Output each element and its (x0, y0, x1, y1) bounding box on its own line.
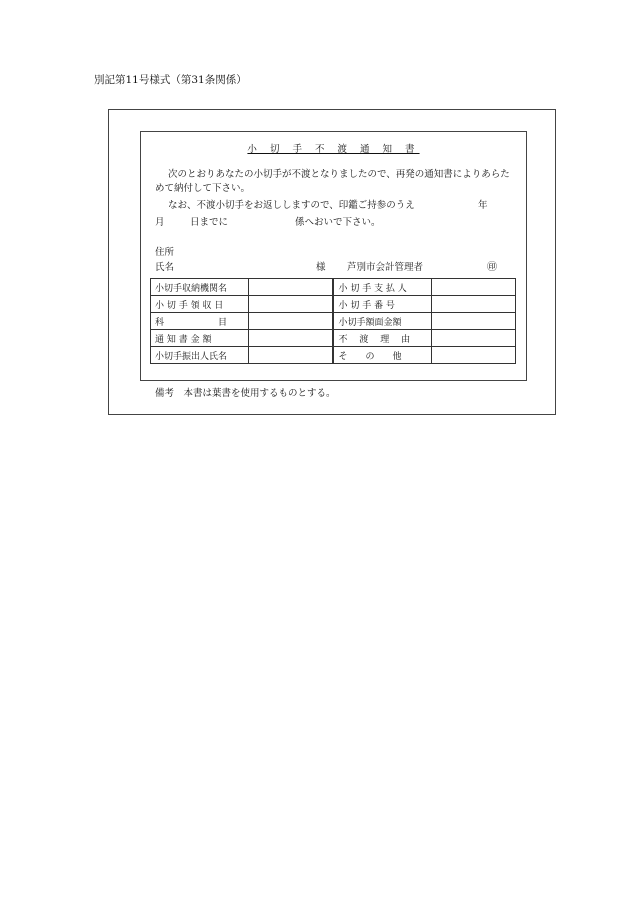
notice-heading: 小 切 手 不 渡 通 知 書 (247, 144, 420, 155)
row-value-right (432, 313, 516, 330)
table-row (151, 296, 516, 313)
paragraph-2-line-1: なお、不渡小切手をお返ししますので、印鑑ご持参のうえ (168, 200, 415, 211)
row-label-right: 小 切 手 支 払 人 (334, 279, 432, 296)
address-label: 住所 (155, 247, 175, 258)
row-value-right (432, 330, 516, 347)
row-value-right (432, 296, 516, 313)
table-row (151, 347, 516, 364)
row-label-left: 科 目 (151, 313, 249, 330)
table-row (151, 330, 516, 347)
row-value-left (248, 347, 332, 364)
row-label-right: 小 切 手 番 号 (334, 296, 432, 313)
row-label-right: そ の 他 (334, 347, 432, 364)
row-value-right (432, 279, 516, 296)
table-row (151, 313, 516, 330)
row-label-left: 小切手振出人氏名 (151, 347, 249, 364)
sama-label: 様 (316, 262, 326, 273)
row-label-left: 小 切 手 領 収 日 (151, 296, 249, 313)
seal-mark: ㊞ (487, 262, 497, 273)
notice-heading-wrap (140, 141, 527, 155)
row-value-left (248, 296, 332, 313)
day-label: 日までに (190, 217, 229, 228)
row-value-right (432, 347, 516, 364)
row-value-left (248, 279, 332, 296)
row-label-left: 小切手収納機関名 (151, 279, 249, 296)
remarks: 備考 本書は葉書を使用するものとする。 (155, 388, 336, 399)
paragraph-1: 次のとおりあなたの小切手が不渡となりましたので、再発の通知書によりあらためて納付して下さい。 (155, 169, 510, 194)
dept-suffix: 係へおいで下さい。 (295, 217, 381, 228)
form-title: 別記第11号様式（第31条関係） (94, 74, 247, 86)
month-label: 月 (155, 217, 165, 228)
table-row (151, 279, 516, 296)
name-label: 氏名 (155, 262, 175, 273)
year-label: 年 (478, 200, 488, 211)
row-label-right: 小切手額面金額 (334, 313, 432, 330)
details-table (150, 278, 516, 364)
issuer-label: 芦別市会計管理者 (347, 262, 424, 273)
row-label-right: 不 渡 理 由 (334, 330, 432, 347)
row-value-left (248, 313, 332, 330)
row-label-left: 通 知 書 金 額 (151, 330, 249, 347)
row-value-left (248, 330, 332, 347)
